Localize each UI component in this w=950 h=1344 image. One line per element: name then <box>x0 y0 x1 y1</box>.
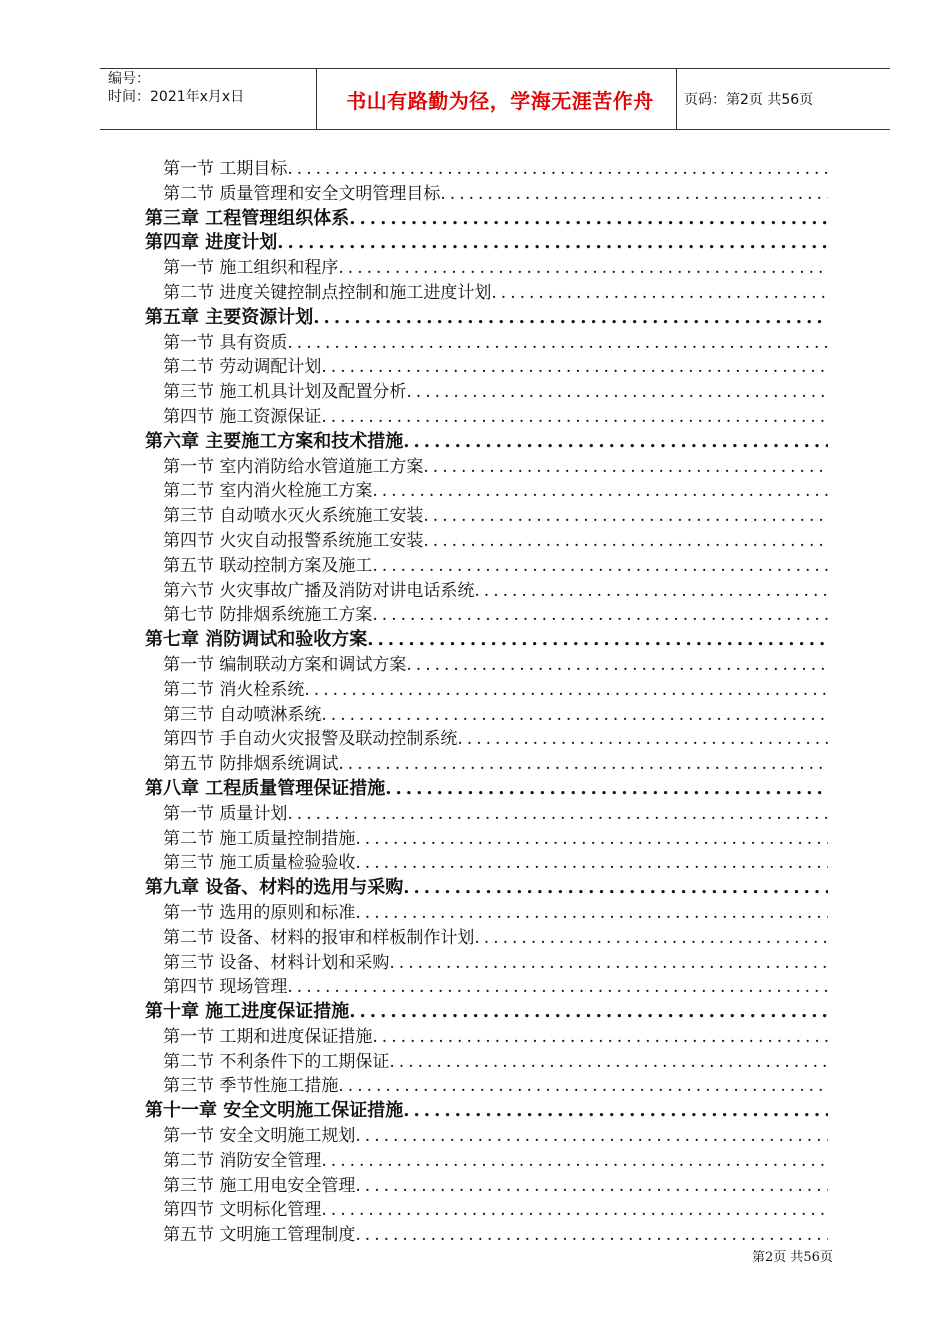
page-header <box>100 68 890 130</box>
dot-leader <box>321 357 828 377</box>
dot-leader <box>355 1176 828 1196</box>
toc-entry-label: 第四节 文明标化管理 <box>163 1200 322 1221</box>
toc-section-entry[interactable] <box>145 923 828 948</box>
document-code-label: 编号： <box>108 71 150 87</box>
toc-section-entry[interactable] <box>145 824 828 849</box>
toc-section-entry[interactable] <box>145 600 828 625</box>
toc-chapter-entry[interactable] <box>145 1096 828 1121</box>
header-meta <box>108 70 318 106</box>
footer-page-number: 第2页 共56页 <box>752 1250 833 1265</box>
header-motto: 书山有路勤为径，学海无涯苦作舟 <box>346 88 654 113</box>
dot-leader <box>423 457 828 477</box>
dot-leader <box>304 680 828 700</box>
dot-leader <box>355 1225 828 1245</box>
toc-section-entry[interactable] <box>145 501 828 526</box>
toc-entry-label: 第一节 施工组织和程序 <box>163 258 339 278</box>
dot-leader <box>389 953 828 973</box>
toc-section-entry[interactable] <box>145 749 828 774</box>
toc-entry-label: 第五节 联动控制方案及施工 <box>163 555 373 576</box>
toc-section-entry[interactable] <box>145 278 828 303</box>
dot-leader <box>321 1151 828 1171</box>
toc-section-entry[interactable] <box>145 476 828 501</box>
toc-section-entry[interactable] <box>145 675 828 700</box>
toc-section-entry[interactable] <box>145 526 828 551</box>
toc-entry-label: 第一节 工期和进度保证措施 <box>163 1026 373 1047</box>
toc-entry-label: 第四节 火灾自动报警系统施工安装 <box>163 530 424 551</box>
toc-entry-label: 第三章 工程管理组织体系 <box>145 207 350 229</box>
dot-leader <box>313 307 828 328</box>
dot-leader <box>287 333 828 353</box>
toc-entry-label: 第二节 设备、材料的报审和样板制作计划 <box>163 927 475 948</box>
toc-entry-label: 第四节 现场管理 <box>163 977 288 998</box>
dot-leader <box>372 605 828 625</box>
header-divider <box>316 69 317 129</box>
header-page-info: 页码：第2页 共56页 <box>684 92 814 108</box>
dot-leader <box>403 877 828 898</box>
toc-section-entry[interactable] <box>145 1121 828 1146</box>
toc-entry-label: 第一节 编制联动方案和调试方案 <box>163 654 407 675</box>
toc-section-entry[interactable] <box>145 1047 828 1072</box>
toc-section-entry[interactable] <box>145 1146 828 1171</box>
dot-leader <box>321 705 828 725</box>
toc-entry-label: 第十一章 安全文明施工保证措施 <box>145 1100 404 1122</box>
dot-leader <box>338 754 828 774</box>
toc-entry-label: 第五节 文明施工管理制度 <box>163 1225 356 1246</box>
toc-entry-label: 第二节 质量管理和安全文明管理目标 <box>163 183 441 204</box>
toc-section-entry[interactable] <box>145 328 828 353</box>
toc-entry-label: 第三节 施工用电安全管理 <box>163 1175 356 1196</box>
dot-leader <box>287 159 828 179</box>
toc-section-entry[interactable] <box>145 1171 828 1196</box>
header-divider <box>676 69 677 129</box>
toc-chapter-entry[interactable] <box>145 303 828 328</box>
toc-chapter-entry[interactable] <box>145 427 828 452</box>
toc-entry-label: 第二节 消防安全管理 <box>163 1150 322 1171</box>
dot-leader <box>372 556 828 576</box>
toc-entry-label: 第二节 室内消火栓施工方案 <box>163 481 373 502</box>
toc-section-entry[interactable] <box>145 700 828 725</box>
toc-section-entry[interactable] <box>145 253 828 278</box>
toc-section-entry[interactable] <box>145 972 828 997</box>
toc-entry-label: 第二节 进度关键控制点控制和施工进度计划 <box>163 282 492 303</box>
toc-entry-label: 第六章 主要施工方案和技术措施 <box>145 430 404 452</box>
dot-leader <box>321 407 828 427</box>
dot-leader <box>440 184 828 204</box>
dot-leader <box>287 804 828 824</box>
toc-entry-label: 第一节 工期目标 <box>163 159 288 179</box>
toc-chapter-entry[interactable] <box>145 204 828 229</box>
toc-chapter-entry[interactable] <box>145 774 828 799</box>
dot-leader <box>321 1200 828 1220</box>
dot-leader <box>372 481 828 501</box>
toc-entry-label: 第二节 劳动调配计划 <box>163 357 322 378</box>
toc-section-entry[interactable] <box>145 1195 828 1220</box>
dot-leader <box>403 431 828 452</box>
dot-leader <box>372 1027 828 1047</box>
document-date: 时间：2021年x月x日 <box>108 89 245 105</box>
toc-section-entry[interactable] <box>145 898 828 923</box>
toc-section-entry[interactable] <box>145 724 828 749</box>
toc-entry-label: 第三节 施工机具计划及配置分析 <box>163 382 407 402</box>
toc-entry-label: 第三节 季节性施工措施 <box>163 1076 339 1097</box>
toc-section-entry[interactable] <box>145 551 828 576</box>
dot-leader <box>367 629 828 650</box>
dot-leader <box>349 1001 828 1022</box>
toc-entry-label: 第三节 自动喷淋系统 <box>163 704 322 725</box>
dot-leader <box>338 258 828 278</box>
toc-entry-label: 第一节 室内消防给水管道施工方案 <box>163 456 424 477</box>
dot-leader <box>389 1052 828 1072</box>
toc-entry-label: 第九章 设备、材料的选用与采购 <box>145 877 404 898</box>
toc-section-entry[interactable] <box>145 848 828 873</box>
dot-leader <box>406 382 828 402</box>
toc-entry-label: 第四章 进度计划 <box>145 232 278 254</box>
dot-leader <box>277 232 828 253</box>
toc-entry-label: 第一节 质量计划 <box>163 803 288 824</box>
toc-entry-label: 第四节 手自动火灾报警及联动控制系统 <box>163 729 458 750</box>
toc-section-entry[interactable] <box>145 948 828 973</box>
toc-entry-label: 第五节 防排烟系统调试 <box>163 754 339 774</box>
toc-entry-label: 第二节 消火栓系统 <box>163 679 305 700</box>
toc-entry-label: 第三节 施工质量检验验收 <box>163 853 356 874</box>
dot-leader <box>355 903 828 923</box>
toc-section-entry[interactable] <box>145 576 828 601</box>
dot-leader <box>474 928 828 948</box>
toc-chapter-entry[interactable] <box>145 873 828 898</box>
dot-leader <box>385 778 828 799</box>
toc-section-entry[interactable] <box>145 1071 828 1096</box>
dot-leader <box>491 283 828 303</box>
toc-section-entry[interactable] <box>145 1022 828 1047</box>
toc-chapter-entry[interactable] <box>145 997 828 1022</box>
toc-section-entry[interactable] <box>145 352 828 377</box>
toc-section-entry[interactable] <box>145 179 828 204</box>
dot-leader <box>474 581 828 601</box>
toc-entry-label: 第十章 施工进度保证措施 <box>145 1001 350 1022</box>
dot-leader <box>423 531 828 551</box>
dot-leader <box>355 853 828 873</box>
toc-section-entry[interactable] <box>145 402 828 427</box>
toc-entry-label: 第三节 自动喷水灭火系统施工安装 <box>163 506 424 526</box>
toc-chapter-entry[interactable] <box>145 228 828 253</box>
toc-entry-label: 第一节 安全文明施工规划 <box>163 1126 356 1146</box>
toc-entry-label: 第八章 工程质量管理保证措施 <box>145 777 386 799</box>
toc-entry-label: 第一节 选用的原则和标准 <box>163 902 356 923</box>
toc-section-entry[interactable] <box>145 1220 828 1245</box>
dot-leader <box>457 729 828 749</box>
toc-section-entry[interactable] <box>145 452 828 477</box>
dot-leader <box>403 1100 828 1121</box>
dot-leader <box>349 208 828 229</box>
toc-section-entry[interactable] <box>145 650 828 675</box>
dot-leader <box>338 1076 828 1096</box>
toc-entry-label: 第七章 消防调试和验收方案 <box>145 629 368 650</box>
toc-section-entry[interactable] <box>145 154 828 179</box>
dot-leader <box>423 506 828 526</box>
dot-leader <box>406 655 828 675</box>
toc-section-entry[interactable] <box>145 377 828 402</box>
dot-leader <box>355 829 828 849</box>
toc-entry-label: 第二节 不利条件下的工期保证 <box>163 1051 390 1072</box>
toc-entry-label: 第一节 具有资质 <box>163 332 288 353</box>
toc-entry-label: 第三节 设备、材料计划和采购 <box>163 952 390 973</box>
toc-entry-label: 第六节 火灾事故广播及消防对讲电话系统 <box>163 580 475 601</box>
dot-leader <box>355 1126 828 1146</box>
toc-entry-label: 第二节 施工质量控制措施 <box>163 828 356 849</box>
toc-entry-label: 第四节 施工资源保证 <box>163 406 322 427</box>
toc-entry-label: 第五章 主要资源计划 <box>145 306 314 328</box>
toc-chapter-entry[interactable] <box>145 625 828 650</box>
toc-entry-label: 第七节 防排烟系统施工方案 <box>163 605 373 626</box>
toc-section-entry[interactable] <box>145 799 828 824</box>
table-of-contents <box>145 154 828 1245</box>
dot-leader <box>287 977 828 997</box>
